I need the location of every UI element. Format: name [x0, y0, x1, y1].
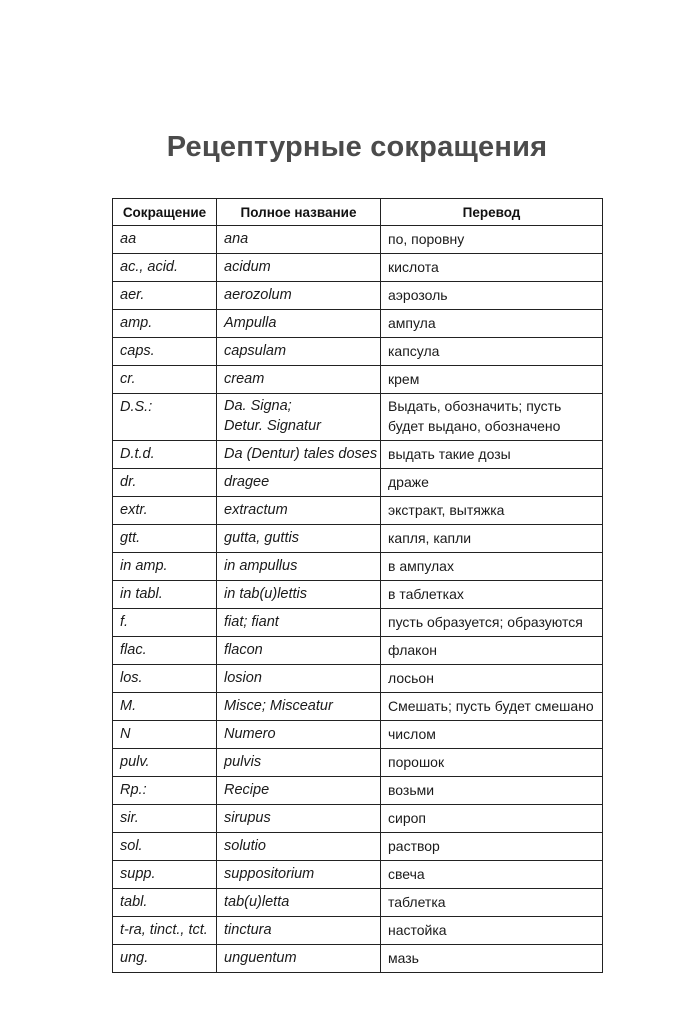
cell-abbreviation: in tabl. — [113, 581, 217, 609]
cell-translation: лосьон — [381, 665, 603, 693]
table-row — [113, 226, 603, 254]
cell-full-name: ana — [217, 226, 381, 254]
cell-full-name-line: Detur. Signatur — [224, 418, 321, 434]
table-row — [113, 861, 603, 889]
table-row — [113, 553, 603, 581]
cell-translation: выдать такие дозы — [381, 441, 603, 469]
cell-translation-line: Выдать, обозначить; пусть — [388, 398, 562, 414]
cell-abbreviation: tabl. — [113, 889, 217, 917]
cell-full-name: fiat; fiant — [217, 609, 381, 637]
cell-translation: по, поровну — [381, 226, 603, 254]
cell-abbreviation: aer. — [113, 282, 217, 310]
cell-translation: числом — [381, 721, 603, 749]
cell-translation: Смешать; пусть будет смешано — [381, 693, 603, 721]
cell-full-name: gutta, guttis — [217, 525, 381, 553]
cell-full-name: losion — [217, 665, 381, 693]
cell-translation: порошок — [381, 749, 603, 777]
cell-full-name: in ampullus — [217, 553, 381, 581]
cell-translation: капсула — [381, 338, 603, 366]
cell-full-name: cream — [217, 366, 381, 394]
table-row — [113, 945, 603, 973]
header-abbreviation: Сокращение — [113, 199, 217, 226]
cell-full-name — [217, 394, 381, 441]
table-row — [113, 721, 603, 749]
cell-abbreviation: pulv. — [113, 749, 217, 777]
cell-translation: драже — [381, 469, 603, 497]
cell-full-name: Ampulla — [217, 310, 381, 338]
table-row — [113, 637, 603, 665]
cell-full-name: in tab(u)lettis — [217, 581, 381, 609]
cell-abbreviation: los. — [113, 665, 217, 693]
cell-translation: экстракт, вытяжка — [381, 497, 603, 525]
cell-full-name: unguentum — [217, 945, 381, 973]
cell-full-name: solutio — [217, 833, 381, 861]
cell-abbreviation: t-ra, tinct., tct. — [113, 917, 217, 945]
cell-translation: в таблетках — [381, 581, 603, 609]
cell-translation — [381, 394, 603, 441]
cell-full-name: extractum — [217, 497, 381, 525]
cell-translation: мазь — [381, 945, 603, 973]
cell-full-name-line: Da. Signa; — [224, 398, 292, 414]
table-body — [113, 226, 603, 973]
cell-translation: возьми — [381, 777, 603, 805]
cell-translation: флакон — [381, 637, 603, 665]
cell-abbreviation: supp. — [113, 861, 217, 889]
cell-abbreviation: dr. — [113, 469, 217, 497]
table-row — [113, 310, 603, 338]
cell-translation: крем — [381, 366, 603, 394]
cell-full-name: suppositorium — [217, 861, 381, 889]
cell-abbreviation: flac. — [113, 637, 217, 665]
cell-translation: пусть образуется; образуются — [381, 609, 603, 637]
table-row — [113, 525, 603, 553]
cell-full-name: Misce; Misceatur — [217, 693, 381, 721]
table-row — [113, 282, 603, 310]
table-row — [113, 254, 603, 282]
cell-abbreviation: D.S.: — [113, 394, 217, 441]
cell-translation: аэрозоль — [381, 282, 603, 310]
cell-abbreviation: sol. — [113, 833, 217, 861]
header-translation: Перевод — [381, 199, 603, 226]
table-row — [113, 889, 603, 917]
table-row — [113, 338, 603, 366]
cell-full-name: Recipe — [217, 777, 381, 805]
abbreviations-table — [112, 198, 603, 973]
cell-translation-line: будет выдано, обозначено — [388, 418, 561, 434]
table-row — [113, 693, 603, 721]
table-row — [113, 777, 603, 805]
cell-translation: в ампулах — [381, 553, 603, 581]
cell-translation: свеча — [381, 861, 603, 889]
cell-translation: ампула — [381, 310, 603, 338]
cell-full-name: acidum — [217, 254, 381, 282]
cell-abbreviation: extr. — [113, 497, 217, 525]
cell-abbreviation: in amp. — [113, 553, 217, 581]
header-full-name: Полное название — [217, 199, 381, 226]
cell-abbreviation: amp. — [113, 310, 217, 338]
table-row — [113, 366, 603, 394]
cell-full-name: aerozolum — [217, 282, 381, 310]
cell-translation: таблетка — [381, 889, 603, 917]
table-row — [113, 469, 603, 497]
table-row — [113, 581, 603, 609]
table-row — [113, 609, 603, 637]
cell-full-name: tab(u)letta — [217, 889, 381, 917]
cell-abbreviation: gtt. — [113, 525, 217, 553]
cell-abbreviation: sir. — [113, 805, 217, 833]
cell-full-name: Numero — [217, 721, 381, 749]
table-row — [113, 441, 603, 469]
cell-full-name: tinctura — [217, 917, 381, 945]
cell-translation: капля, капли — [381, 525, 603, 553]
cell-abbreviation: ac., acid. — [113, 254, 217, 282]
table-header-row — [113, 199, 603, 226]
cell-abbreviation: ung. — [113, 945, 217, 973]
cell-full-name: Da (Dentur) tales doses — [217, 441, 381, 469]
table-row — [113, 805, 603, 833]
cell-full-name: pulvis — [217, 749, 381, 777]
cell-abbreviation: aa — [113, 226, 217, 254]
cell-full-name: flacon — [217, 637, 381, 665]
page-title: Рецептурные сокращения — [166, 131, 548, 163]
cell-abbreviation: Rp.: — [113, 777, 217, 805]
cell-abbreviation: cr. — [113, 366, 217, 394]
cell-full-name: sirupus — [217, 805, 381, 833]
table-row — [113, 665, 603, 693]
table-row — [113, 394, 603, 441]
table-row — [113, 917, 603, 945]
cell-translation: раствор — [381, 833, 603, 861]
cell-abbreviation: N — [113, 721, 217, 749]
cell-abbreviation: M. — [113, 693, 217, 721]
table-row — [113, 749, 603, 777]
cell-full-name: dragee — [217, 469, 381, 497]
cell-translation: кислота — [381, 254, 603, 282]
table-row — [113, 497, 603, 525]
table-row — [113, 833, 603, 861]
cell-abbreviation: D.t.d. — [113, 441, 217, 469]
cell-translation: сироп — [381, 805, 603, 833]
cell-abbreviation: caps. — [113, 338, 217, 366]
cell-full-name: capsulam — [217, 338, 381, 366]
cell-translation: настойка — [381, 917, 603, 945]
cell-abbreviation: f. — [113, 609, 217, 637]
